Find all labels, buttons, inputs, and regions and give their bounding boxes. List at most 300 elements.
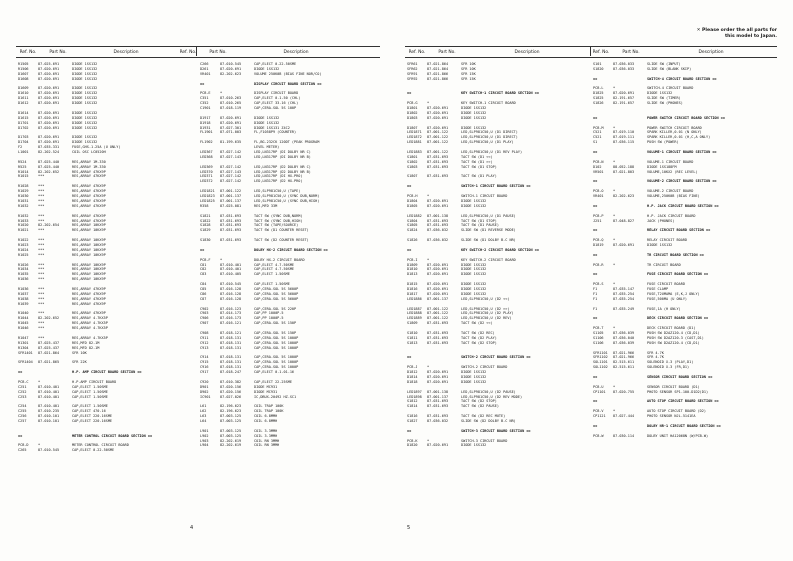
part-no: 87-031-693: [427, 164, 449, 169]
ref-no: D1608: [18, 76, 29, 81]
ref-no: C911: [200, 335, 209, 340]
description: CAP,ELECT 1-50SME: [254, 272, 290, 277]
part-no: 87-020-691: [38, 125, 60, 130]
ref-no: C521: [593, 130, 602, 135]
part-no: *: [38, 379, 41, 384]
ref-no: C915: [200, 360, 209, 365]
ref-no: ==: [593, 316, 598, 321]
description: SWITCH-3 CIRCUIT BOARD: [461, 438, 508, 443]
part-no: 82-202-524: [38, 150, 60, 155]
part-no: 87-048-827: [613, 218, 635, 223]
ref-no: LED1889: [407, 316, 422, 321]
ref-no: S1826: [593, 101, 604, 106]
ref-no: L61: [200, 404, 207, 409]
ref-no: D1607: [18, 71, 29, 76]
ref-no: PCB-V: [593, 409, 604, 414]
ref-no: PCB-U: [593, 384, 604, 389]
description: DIODE 1SS132: [461, 443, 487, 448]
part-no: 87-025-440: [38, 164, 60, 169]
ref-no: R1301: [18, 340, 29, 345]
description: DIODE 1SS132: [461, 370, 487, 375]
part-no-heading-2: Part No.: [209, 49, 227, 55]
description: CAP,CERA-SOL 5S 1000P: [254, 365, 299, 370]
part-no: *: [613, 238, 616, 243]
part-no: 87-020-691: [38, 140, 60, 145]
part-no: 87-071-003: [220, 130, 242, 135]
ref-no: ==: [18, 433, 23, 438]
part-no: ***: [38, 203, 45, 208]
part-no: 87-020-691: [427, 370, 449, 375]
description: TACT SW (TAPE/SOURCE): [254, 223, 299, 228]
part-no: *: [613, 125, 616, 130]
description: TACT SW (D2 STOP): [461, 399, 497, 404]
ref-no: SFR1101: [593, 350, 608, 355]
description: RES,ARRAY 47KX9P: [72, 218, 106, 223]
ref-no: C253: [18, 394, 27, 399]
part-no: 87-020-691: [427, 379, 449, 384]
description: FUSE,500MA (U ONLY): [647, 296, 688, 301]
description: RES,ARRAY 47KX9P: [72, 169, 106, 174]
description: COIL 3.3MMH: [254, 433, 278, 438]
ref-no: D1918: [200, 120, 211, 125]
part-no: 87-016-128: [220, 286, 242, 291]
ref-no: PCB-K: [407, 438, 418, 443]
description: CAP,CERA-SOL 5S 1000P: [254, 345, 299, 350]
description: VOLUME-2 CIRCUIT BOARD SECTION ==: [647, 179, 717, 184]
ref-no: C82: [200, 267, 207, 272]
ref-no: S1804: [407, 218, 418, 223]
part-no: 82-515-611: [613, 365, 635, 370]
ref-no: C84: [200, 282, 207, 287]
part-no: 87-020-691: [38, 120, 60, 125]
description-heading: Description: [113, 49, 139, 55]
part-no: 87-018-131: [220, 365, 242, 370]
ref-no: PCB-F: [200, 257, 211, 262]
description: VOLUME-2 CIRCUIT BOARD: [647, 189, 694, 194]
part-no: 87-003-125: [220, 433, 242, 438]
description: RES,ARRAY 10KX9P: [72, 242, 106, 247]
part-no: 87-027-026: [220, 394, 242, 399]
table-header-left: [16, 46, 380, 58]
ref-no: C254: [18, 404, 27, 409]
ref-no: D1801: [407, 106, 418, 111]
description: RES,ARRAY 47KX9P: [72, 184, 106, 189]
part-no: 87-027-142: [220, 150, 242, 155]
description: RES,ARRAY 47KX9P: [72, 291, 106, 296]
ref-no: SOL1101: [593, 360, 608, 365]
description: COIL 6.8MMH: [254, 419, 278, 424]
description: DIODE 1SS132: [254, 66, 280, 71]
ref-no: SFR92: [407, 76, 418, 81]
ref-no: S1: [593, 140, 598, 145]
ref-no: PCB-N: [593, 159, 604, 164]
description: SWITCH-2 CIRCUIT BOARD SECTION ==: [461, 355, 531, 360]
description: SLIDE SW (BLANK SKIP): [647, 66, 692, 71]
description: LED,LN317RP (DI DOLBY NR C): [254, 150, 311, 155]
part-no: 81-199-635: [220, 140, 242, 145]
description: LED,SLP981C50,U (D2 >>): [461, 306, 510, 311]
description: CAP,PP 1000P-5: [254, 316, 284, 321]
part-no: 87-021-865: [38, 360, 60, 365]
description: DIODE 1SS132: [72, 86, 98, 91]
part-no: ***: [38, 286, 45, 291]
part-no: 87-001-138: [427, 389, 449, 394]
ref-no: R1040: [18, 311, 29, 316]
part-no: 87-027-142: [220, 179, 242, 184]
ref-no: FL1901: [200, 130, 213, 135]
ref-no: R1023: [18, 242, 29, 247]
ref-no: D1703: [18, 135, 29, 140]
ref-no: PCB-Q: [593, 238, 604, 243]
part-no: 82-202-619: [220, 438, 242, 443]
ref-no: L63: [200, 414, 207, 419]
description: SFR 4.7K: [647, 355, 664, 360]
ref-no: ==: [593, 423, 598, 428]
description: RES,ARRAY 10KX9P: [72, 247, 106, 252]
description: RES,ARRAY 47KX9P: [72, 213, 106, 218]
description: DIODE 1SS132: [461, 282, 487, 287]
ref-no: L902: [200, 433, 209, 438]
part-no: *: [427, 438, 430, 443]
ref-no: D1807: [407, 125, 418, 130]
description: SFR 22K: [72, 360, 87, 365]
ref-no: SOL1102: [593, 365, 608, 370]
description: SLIDE SW (D1 DOLBY B-C NR): [461, 238, 516, 243]
ref-no: PCB-W: [593, 433, 604, 438]
ref-no: LED1898: [407, 394, 422, 399]
part-no: 87-020-691: [613, 91, 635, 96]
description: RES,ARRAY 47KX9P: [72, 311, 106, 316]
description: CAP,ELECT 0.1-01-16: [254, 370, 295, 375]
part-no: ***: [38, 291, 45, 296]
ref-no: PCB-D: [18, 443, 29, 448]
ref-no: R1045: [18, 321, 29, 326]
description: H.P. AMP CIRCUIT BOARD SECTION ==: [72, 370, 142, 375]
description: TACT SW (D1 PLAY): [461, 174, 497, 179]
part-no: 87-016-128: [220, 291, 242, 296]
description: LED,SLP981C50,U (TAPE): [254, 189, 301, 194]
parts-row: [407, 443, 589, 448]
description-heading-4: Description: [698, 49, 724, 55]
ref-no: S101: [593, 62, 602, 66]
part-no: ***: [38, 189, 45, 194]
ref-no: R1505: [18, 62, 29, 66]
description: SENSOR CIRCUIT BOARD (D1): [647, 384, 700, 389]
part-no: 87-021-864: [38, 350, 60, 355]
description: LED,LN317RP (D2 DOLBY NR C): [254, 164, 311, 169]
part-no: 87-025-081: [220, 203, 242, 208]
description: SWITCH-1 CIRCUIT BOARD: [461, 194, 508, 199]
description: DECK CIRCUIT BOARD SECTION ==: [647, 316, 709, 321]
description: DIODE 1SS132: [461, 267, 487, 272]
part-no: 82-202-652: [38, 169, 60, 174]
description: TACT SW (D2 STOP): [461, 340, 497, 345]
description: SLIDE SW (PHONES): [647, 101, 683, 106]
part-no: 87-020-156: [220, 389, 242, 394]
description: SFR 10K: [461, 66, 476, 71]
part-no: 87-031-693: [220, 223, 242, 228]
part-no: 87-025-437: [38, 345, 60, 350]
ref-no: ==: [593, 179, 598, 184]
part-no: *: [427, 257, 430, 262]
description: SFR 15K: [461, 71, 476, 76]
description: CAP,CERA-SOL 5S 1000P: [254, 340, 299, 345]
part-no: 87-010-405: [220, 272, 242, 277]
part-no: 87-010-401: [38, 384, 60, 389]
ref-no: R1022: [18, 238, 29, 243]
description: CAP,ELECT 0.22-50SME: [72, 448, 115, 453]
description: FL,F1058P9 (COUNTER): [254, 130, 297, 135]
part-no: ***: [38, 272, 45, 277]
part-no: 87-025-691: [38, 62, 60, 66]
part-no: 87-010-401: [38, 394, 60, 399]
part-no: 87-031-693: [427, 399, 449, 404]
part-no: 87-001-122: [427, 311, 449, 316]
description: SFR 10K: [461, 62, 476, 66]
ref-no-heading-2: Ref. No.: [179, 49, 197, 55]
part-no: 82-202-652: [38, 316, 60, 321]
part-no: 87-018-131: [220, 355, 242, 360]
ref-no: PCB-M: [593, 125, 604, 130]
ref-no: PCB-O: [593, 189, 604, 194]
description: LED,SLP981C50,U (D1 PLAY): [461, 140, 514, 145]
part-no: 87-031-693: [220, 238, 242, 243]
part-no: 87-001-122: [427, 150, 449, 155]
description: SPARK KILLER,0.01 (H,C,A ONLY): [647, 135, 711, 140]
part-no: 87-020-691: [427, 286, 449, 291]
ref-no: PCB-I: [407, 257, 418, 262]
part-no: 87-036-039: [613, 340, 635, 345]
part-no: ***: [38, 238, 45, 243]
part-no: 87-031-693: [427, 218, 449, 223]
part-no: 87-016-173: [220, 316, 242, 321]
part-no: 87-031-693: [427, 330, 449, 335]
part-no: 87-020-691: [220, 66, 242, 71]
ref-no: ==: [407, 428, 412, 433]
description: LED,SLP981C50,U (D2 PAUSE): [461, 389, 516, 394]
ref-no: D1610: [18, 91, 29, 96]
part-no: 82-202-623: [220, 71, 242, 76]
part-no: 87-019-110: [613, 130, 635, 135]
ref-no: LED1886: [407, 296, 422, 301]
ref-no: SFR1102: [593, 355, 608, 360]
description: CAP,ELECT 0.1-50 (CHL): [254, 96, 301, 101]
part-no: 87-021-864: [427, 66, 449, 71]
part-no: 87-027-142: [220, 174, 242, 179]
ref-no: C902: [200, 306, 209, 311]
part-no: 87-020-156: [220, 384, 242, 389]
description: RES,ARRAY 10KX9P: [72, 252, 106, 257]
ref-no: PCB-H: [407, 194, 418, 199]
ref-no: LED1888: [407, 311, 422, 316]
ref-no: D1813: [407, 272, 418, 277]
description: TACT SW (D2 COUNTER RESET): [254, 238, 309, 243]
description: COIL RN 3MMH: [254, 438, 280, 443]
part-no: ***: [38, 296, 45, 301]
part-no: 87-020-691: [427, 272, 449, 277]
part-no: 87-031-693: [427, 335, 449, 340]
ref-no: C912: [200, 340, 209, 345]
description: METER CONTROL CIRCUIT BOARD SECTION ==: [72, 433, 153, 438]
ref-no: ==: [593, 272, 598, 277]
part-no: 87-001-122: [427, 135, 449, 140]
ref-no: PCB-R: [593, 262, 604, 267]
part-no: 87-035-147: [613, 286, 635, 291]
description: PUSH SW (POWER): [647, 140, 679, 145]
ref-no: LED1881: [407, 140, 422, 145]
ref-no: L64: [200, 419, 207, 424]
description: DIODE 1SS132: [461, 291, 487, 296]
description: SWITCH-3 CIRCUIT BOARD SECTION ==: [461, 428, 531, 433]
part-no: 87-020-691: [427, 262, 449, 267]
description: DIODE 1SS132: [72, 76, 98, 81]
description: RES,ARRAY 10KX9P: [72, 272, 106, 277]
description-heading-3: Description: [514, 49, 540, 55]
part-no: 87-020-691: [427, 267, 449, 272]
part-no: 87-010-382: [220, 379, 242, 384]
part-no: 87-020-691: [427, 198, 449, 203]
ref-no: C251: [18, 384, 27, 389]
part-no: *: [427, 365, 430, 370]
part-no: 87-010-545: [38, 448, 60, 453]
part-no: 87-003-125: [220, 428, 242, 433]
ref-no: C255: [18, 409, 27, 414]
description: RES,ARRAY 10KX9P: [72, 267, 106, 272]
description: SLIDE SW (INPUT): [647, 62, 681, 66]
ref-no: ==: [200, 81, 205, 86]
part-no-heading-3: Part No.: [438, 49, 456, 55]
ref-no: SFR62: [407, 66, 418, 71]
description: CAP,ELECT 0.22-50SME: [254, 62, 297, 66]
order-notice-line2: this model to Japan.: [724, 34, 777, 39]
part-no: 87-001-122: [220, 189, 242, 194]
ref-no: S1821: [200, 213, 211, 218]
ref-no: D1804: [407, 198, 418, 203]
ref-no: D102: [593, 164, 602, 169]
ref-no: R1037: [18, 291, 29, 296]
parts-row: [200, 443, 380, 448]
description: DIODE 1SS132: [461, 375, 487, 379]
page-4: [0, 0, 396, 561]
ref-no: R1039: [18, 301, 29, 306]
description: TACT SW (D1 <<): [461, 154, 493, 159]
part-no: 87-001-137: [427, 394, 449, 399]
page-number: 4: [190, 525, 194, 531]
part-no: ***: [38, 247, 45, 252]
part-no: *: [613, 262, 616, 267]
description: LED,SLP981C50,U (SYNC DUB,HIGH): [254, 198, 320, 203]
ref-no: C916: [200, 365, 209, 370]
part-no: 87-031-693: [427, 404, 449, 409]
part-no: 87-010-265: [220, 101, 242, 106]
description: TACT SW (SYNC DUB,HIGH): [254, 218, 303, 223]
description: POWER SWITCH CIRCUIT BOARD: [647, 125, 702, 130]
ref-no: C907: [200, 321, 209, 326]
description: RES,ARRAY 47KX9P: [72, 194, 106, 199]
ref-no: D1820: [407, 443, 418, 448]
part-no: 87-035-254: [613, 291, 635, 296]
description: RELAY CIRCUIT BOARD SECTION ==: [647, 228, 711, 233]
ref-no: R1014: [18, 169, 29, 174]
description: PUSH SW D2AZ120-3 (CAST,D1): [647, 335, 704, 340]
part-no: 87-010-101: [38, 419, 60, 424]
part-no: ***: [38, 326, 45, 331]
ref-no: F1: [593, 286, 598, 291]
ref-no: SFR1401: [18, 350, 33, 355]
part-no: 87-010-545: [220, 62, 242, 66]
description: DIODE 1SS132: [461, 198, 487, 203]
description: COIL TRAP 100K: [254, 409, 284, 414]
part-no: 87-036-033: [613, 62, 635, 66]
description: LED,SLP981C50,U (D1 PAUSE): [461, 213, 516, 218]
ref-no: SFR91: [407, 71, 418, 76]
ref-no: PCB-L: [593, 86, 604, 91]
part-no: ***: [38, 301, 45, 306]
description: TACT SW (D2 REC): [461, 330, 495, 335]
description: DIODE 1SS132: [72, 62, 98, 66]
part-no: 87-020-691: [427, 375, 449, 379]
part-no: 82-202-619: [220, 443, 242, 448]
description: RES,ARRAY 47KX9P: [72, 296, 106, 301]
description: LED,SLP981C50,U (D1 DIRECT): [461, 130, 518, 135]
description: SLIDE SW (D1 REVERSE MODE): [461, 228, 516, 233]
description: COIL OSC LC0520H: [72, 150, 106, 155]
description: RES,MFD 82-1M: [72, 345, 100, 350]
ref-no: S1809: [407, 321, 418, 326]
ref-no: D1612: [18, 101, 29, 106]
ref-no: LED1821: [200, 189, 215, 194]
ref-no: PCB-C: [18, 379, 29, 384]
description: VOLUME-1 CIRCUIT BOARD SECTION ==: [647, 150, 717, 155]
description: FUSE CLAMP: [647, 286, 669, 291]
description: AUTO STOP CIRCUIT BOARD SECTION ==: [647, 399, 719, 404]
ref-no: C521: [593, 135, 602, 140]
description: FUSE,1A (H ONLY): [647, 306, 681, 311]
description: LED,SLP981C50,U (D1 REV PLAY): [461, 150, 523, 155]
ref-no: C1901: [200, 106, 211, 111]
ref-no: D1825: [593, 91, 604, 96]
part-no: 87-016-128: [220, 296, 242, 301]
part-no: 87-021-966: [613, 355, 635, 360]
part-no: 87-001-122: [427, 140, 449, 145]
ref-no: C908: [200, 330, 209, 335]
description: DIODE 1SS132: [647, 242, 673, 247]
ref-no: D1814: [407, 375, 418, 379]
description: DIODE 1SS132: [72, 91, 98, 96]
part-no: 87-027-142: [220, 164, 242, 169]
part-no: 87-020-691: [427, 110, 449, 115]
description: VOLUME 250K0B (BIAS FINE NOR/CO): [254, 71, 322, 76]
ref-no: D1702: [18, 125, 29, 130]
description: VOLUME-1 CIRCUIT BOARD: [647, 159, 694, 164]
part-no: 87-010-263: [220, 96, 242, 101]
description: CAP,ELECT 1-50SME: [72, 404, 108, 409]
description: CAP,ELECT 4.7-50SME: [254, 267, 295, 272]
ref-no: LED369: [200, 164, 213, 169]
part-no: 87-030-114: [613, 433, 635, 438]
ref-no: D1818: [407, 379, 418, 384]
description: LED,SLP981C50,U (D2 REV MODE): [461, 394, 523, 399]
part-no: 87-020-755: [613, 389, 635, 394]
description: DISPLAY CIRCUIT BOARD SECTION ==: [254, 81, 322, 86]
ref-no: C903: [200, 311, 209, 316]
ref-no: ==: [200, 247, 205, 252]
part-no: 82-196-623: [220, 409, 242, 414]
part-no: *: [220, 257, 223, 262]
ref-no: R1029: [18, 189, 29, 194]
description: KEY SWITCH-2 CIRCUIT BOARD SECTION ==: [461, 247, 539, 252]
ref-no: R1024: [18, 247, 29, 252]
